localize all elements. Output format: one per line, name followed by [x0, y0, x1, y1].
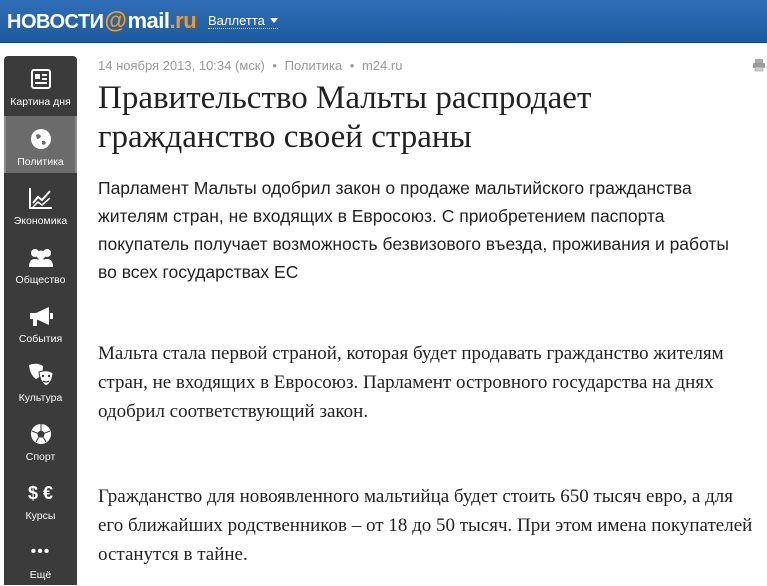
print-icon[interactable] — [752, 58, 766, 77]
sidebar-item-label: Курсы — [25, 510, 56, 522]
sidebar-item-label: Политика — [17, 156, 64, 168]
article-rubric-link[interactable]: Политика — [284, 58, 343, 73]
logo-ru: .ru — [169, 8, 197, 33]
people-icon — [27, 244, 55, 270]
top-bar — [0, 0, 767, 43]
megaphone-icon — [27, 303, 55, 329]
article-meta — [98, 58, 402, 73]
article-paragraph: Гражданство для новоявленного мальтийца будет стоить 650 тысяч евро, а для его ближайших родственников – от 18 до 50 тысяч. При этом имена покупателей останутся в тайне. — [98, 486, 753, 565]
sidebar-item-sport[interactable] — [4, 411, 77, 468]
sidebar-item-label: События — [18, 333, 63, 345]
sidebar-item-rates[interactable] — [4, 470, 77, 527]
logo-at: @ — [104, 7, 127, 33]
chevron-down-icon — [270, 18, 278, 23]
article-paragraph: Мальта стала первой страной, которая будет продавать гражданство жителям стран, не входящих в Евросоюз. Парламент островного государства на днях одобрил соответствующий закон. — [98, 343, 724, 422]
meta-separator: • — [349, 58, 355, 73]
sidebar-item-events[interactable] — [4, 293, 77, 350]
newspaper-icon — [29, 66, 53, 92]
sidebar-item-label: Культура — [18, 392, 63, 404]
ball-icon — [29, 421, 53, 447]
article-title: Правительство Мальты распродает гражданство своей страны — [98, 80, 592, 155]
meta-separator: • — [272, 58, 277, 73]
site-logo[interactable] — [7, 7, 196, 35]
sidebar-item-label: Экономика — [13, 215, 68, 227]
sidebar-item-more[interactable] — [4, 529, 77, 586]
article-date: 14 ноября 2013, 10:34 (мск) — [98, 58, 265, 73]
currency-icon: $ € — [27, 482, 54, 503]
more-icon: ••• — [30, 543, 51, 560]
article-source-link[interactable]: m24.ru — [361, 58, 403, 73]
sidebar-item-label: Ещё — [29, 569, 52, 581]
sidebar-item-politics[interactable] — [4, 116, 77, 173]
logo-mail: mail — [127, 8, 170, 33]
masks-icon — [27, 362, 55, 388]
article-lead: Парламент Мальты одобрил закон о продаже мальтийского гражданства жителям стран, не входящих в Евросоюз. С приобретением паспорта покупатель получает возможность безвизового въезда, проживания и работы во всех государствах ЕС — [98, 178, 730, 282]
sidebar-item-economy[interactable] — [4, 175, 77, 232]
rubric-sidebar — [4, 56, 77, 585]
globe-icon — [29, 126, 53, 152]
sidebar-item-label: Картина дня — [10, 96, 71, 108]
chart-icon — [28, 185, 54, 211]
sidebar-item-culture[interactable] — [4, 352, 77, 409]
sidebar-item-society[interactable] — [4, 234, 77, 291]
sidebar-item-label: Общество — [15, 274, 66, 286]
sidebar-item-day[interactable] — [4, 56, 77, 113]
sidebar-item-label: Спорт — [25, 451, 56, 463]
city-label: Валлетта — [208, 13, 265, 28]
city-selector[interactable] — [208, 13, 278, 29]
logo-news: НОВОСТИ — [7, 11, 104, 33]
